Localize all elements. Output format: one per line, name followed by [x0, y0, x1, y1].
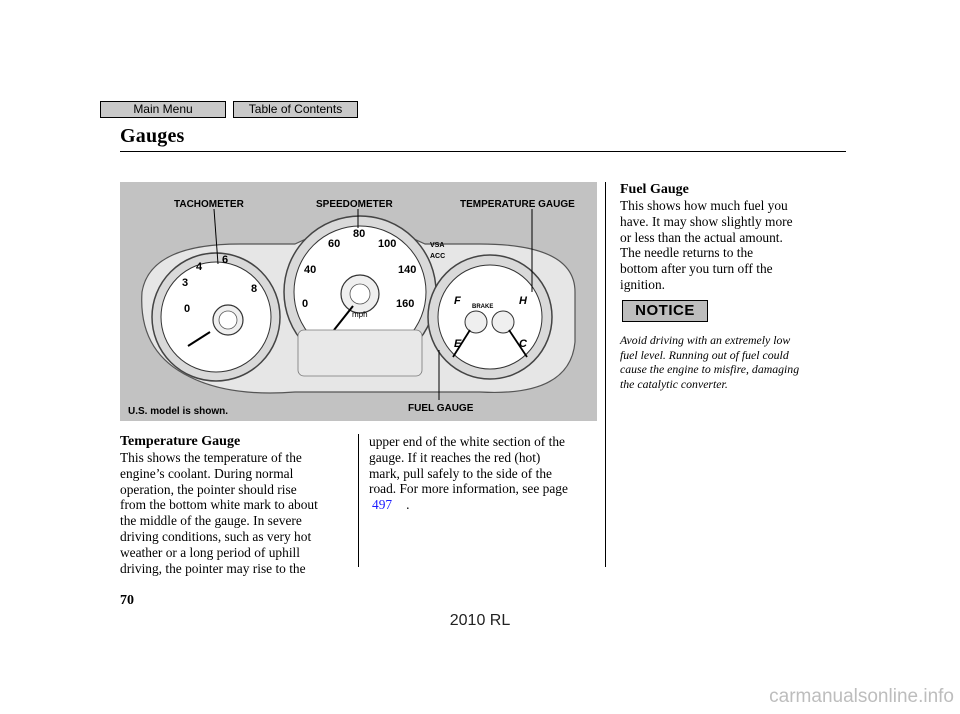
temperature-gauge-text-continued: upper end of the white section of the gauge. If it reaches the red (hot) mark, pull safely to the side of the road. For more information, see page	[369, 434, 568, 497]
temperature-gauge-callout: TEMPERATURE GAUGE	[460, 199, 575, 210]
tach-number: 4	[196, 261, 203, 273]
speed-number: 40	[304, 264, 317, 276]
model-shown-note: U.S. model is shown.	[128, 406, 229, 417]
speed-number: 140	[398, 264, 417, 276]
page-reference	[369, 497, 409, 513]
page-title: Gauges	[120, 125, 185, 147]
vsa-indicator-label: VSA	[430, 242, 445, 249]
column-divider	[358, 434, 359, 567]
watermark: carmanualsonline.info	[769, 686, 954, 707]
reference-period: .	[406, 497, 410, 512]
tachometer-dial	[152, 253, 280, 381]
fuel-gauge-text: This shows how much fuel you have. It may show slightly more or less than the actual amount. The needle returns to the bottom after you turn off the ignition.	[620, 198, 793, 292]
speed-number: 100	[378, 238, 397, 250]
temp-hot-mark: H	[519, 295, 527, 307]
tach-number: 0	[184, 303, 191, 315]
temp-cold-mark: C	[519, 338, 527, 350]
notice-badge: NOTICE	[622, 300, 708, 322]
model-year-label: 2010 RL	[449, 612, 511, 629]
speed-unit: mph	[352, 310, 368, 319]
speed-number: 0	[302, 298, 309, 310]
page-497-link[interactable]: 497	[372, 497, 393, 512]
gauge-cluster-figure	[120, 182, 597, 421]
speedometer-callout: SPEEDOMETER	[316, 199, 393, 210]
speed-number: 60	[328, 238, 341, 250]
column-divider	[605, 182, 606, 567]
main-menu-button[interactable]: Main Menu	[100, 101, 226, 118]
temperature-gauge-text: This shows the temperature of the engine’s coolant. During normal operation, the pointer should rise from the bottom white mark to about the middle of the gauge. In severe driving conditions, such as very hot weather or a long period of uphill driving, the pointer may rise to the	[120, 450, 318, 576]
temperature-gauge-heading: Temperature Gauge	[120, 434, 241, 449]
page-number: 70	[120, 593, 134, 608]
tach-number: 6	[222, 254, 229, 266]
fuel-empty-mark: E	[454, 338, 462, 350]
brake-indicator-label: BRAKE	[472, 304, 494, 310]
fuel-gauge-callout: FUEL GAUGE	[408, 403, 474, 414]
acc-indicator-label: ACC	[430, 253, 446, 260]
speed-number: 80	[353, 228, 366, 240]
table-of-contents-button[interactable]: Table of Contents	[233, 101, 358, 118]
notice-text: Avoid driving with an extremely low fuel level. Running out of fuel could cause the engine to misfire, damaging the catalytic converter.	[620, 333, 800, 391]
speed-number: 160	[396, 298, 415, 310]
fuel-full-mark: F	[454, 295, 461, 307]
tach-number: 3	[182, 277, 189, 289]
title-rule	[120, 151, 846, 152]
speedometer-dial	[284, 216, 436, 376]
fuel-gauge-heading: Fuel Gauge	[620, 182, 689, 197]
fuel-temperature-dial	[428, 255, 552, 379]
tach-number: 8	[251, 283, 258, 295]
tachometer-callout: TACHOMETER	[174, 199, 244, 210]
